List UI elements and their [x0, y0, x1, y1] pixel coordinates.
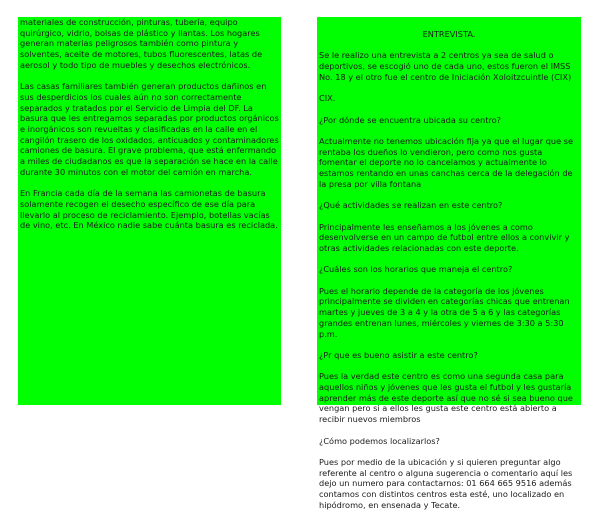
- right-interview-column: [317, 17, 581, 510]
- left-paragraph-3: En Francia cada día de la semana las camionetas de basura solamente recogen el desecho específico de ese día para llevarlo al proceso de reciclamiento. Ejemplo, botellas vacías de vino, etc. En México nadie sabe cuánta basura es reciclada.: [20, 188, 278, 231]
- answer-location: Actualmente no tenemos ubicación fija ya que el lugar que se rentaba los dueños lo vendieron, pero como nos gusta fomentar el deporte no lo cancelamos y actualmente lo estamos rentando en unas canchas cerca de la delegación de la presa por villa fontana: [319, 135, 574, 189]
- answer-activities: Principalmente les enseñamos a los jóvenes a como desenvolverse en un campo de futbol entre ellos a convivir y otras actividades relacionadas con este deporte.: [319, 221, 570, 253]
- interview-intro: Se le realizo una entrevista a 2 centros ya sea de salud o deportivos, se escogió uno de cada uno, estos fueron el IMSS No. 18 y el otro fue el centro de Iniciación Xoloitzcuintle (CIX): [319, 50, 572, 82]
- section-label-cix: CIX.: [319, 93, 336, 104]
- question-location: ¿Por dónde se encuentra ubicada su centro?: [319, 114, 501, 125]
- answer-schedule: Pues el horario depende de la categoría de los jóvenes principalmente se dividen en categorías chicas que entrenan martes y jueves de 3 a 4 y la otra de 5 a 6 y las categorías grandes entrenan lunes, miércoles y viernes de 3:30 a 5:30 p.m.: [319, 285, 570, 339]
- question-schedule: ¿Cuáles son los horarios que maneja el centro?: [319, 264, 513, 275]
- question-contact: ¿Cómo podemos localizarlos?: [319, 435, 440, 446]
- left-paragraph-1: materiales de construcción, pinturas, tubería, equipo quirúrgico, vidrio, bolsas de plástico y llantas. Los hogares generan materias peligrosos también como pintura y solventes, aceite de motores, tubos fluorescentes, latas de aerosol y todo tipo de muebles y desechos electrónicos.: [20, 17, 263, 70]
- left-paragraph-2: Las casas familiares también generan productos dañinos en sus desperdicios los cuales aún no son correctamente separados y tratados por el Servicio de Limpia del DF. La basura que les entregamos separadas por productos orgánicos e inorgánicos son revueltas y clasificadas en la calle en el cangilón trasero de los oxidados, anticuados y contaminadores camiones de basura. El grave problema, que está enfermando a miles de ciudadanos es que la separación se hace en la calle durante 30 minutos con el motor del camión en marcha.: [20, 81, 279, 177]
- left-text-column: [18, 17, 281, 405]
- answer-contact: Pues por medio de la ubicación y si quieren preguntar algo referente al centro o alguna sugerencia o comentario aquí les dejo un numero para contactarnos: 01 664 665 9516 además contamos con distintos centros esta esté, uno localizado en hipódromo, en ensenada y Tecate.: [319, 456, 573, 510]
- answer-why-attend: Pues la verdad este centro es como una segunda casa para aquellos niños y jóvenes que les gusta el futbol y les gustaría aprender más de este deporte así que no sé si sea bueno que vengan pero si a ellos les gusta este centro está abierto a recibir nuevos miembros: [319, 371, 573, 425]
- interview-title: ENTREVISTA.: [422, 29, 476, 39]
- question-activities: ¿Qué actividades se realizan en este centro?: [319, 200, 503, 211]
- question-why-attend: ¿Pr que es bueno asistir a este centro?: [319, 349, 478, 360]
